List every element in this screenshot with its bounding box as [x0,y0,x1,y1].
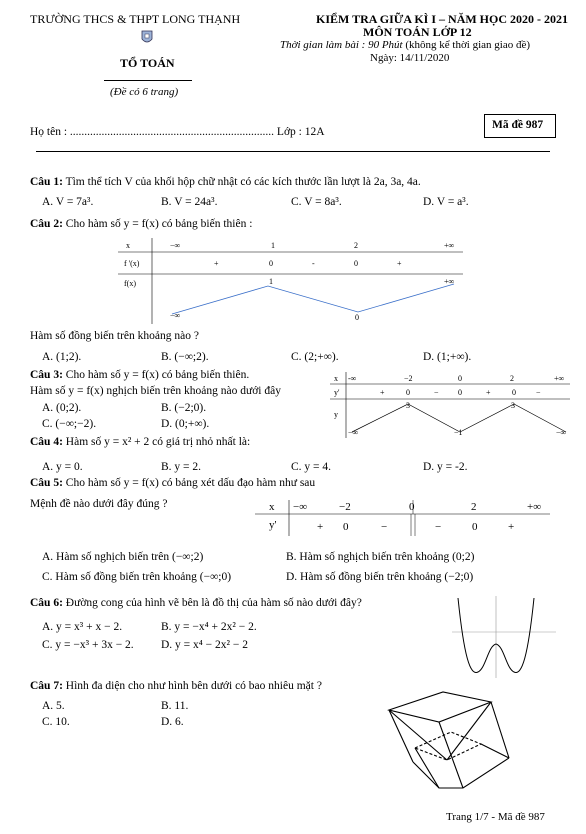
q2-f-min: 0 [355,313,359,322]
q3-row-x: x [334,374,338,383]
q3-row-yp: y' [334,388,340,397]
q5-sign-1: + [317,521,324,533]
q5-x-0: 0 [409,501,415,513]
q5-row-x: x [269,501,275,513]
q2-option-c[interactable]: C. (2;+∞). [291,351,339,363]
q3-sign-2: − [434,388,439,397]
q2-x-pos-inf: +∞ [444,241,455,250]
exam-time: Thời gian làm bài : 90 Phút (không kể thời gian giao đề) [280,39,531,51]
q5-question: Mệnh đề nào dưới đây đúng ? [30,498,168,510]
q6-text: Câu 6: Đường cong của hình vẽ bên là đồ thị của hàm số nào dưới đây? [30,597,362,609]
q2-f-pos-inf: +∞ [444,277,455,286]
q7-option-a[interactable]: A. 5. [42,700,65,712]
q3-option-d[interactable]: D. (0;+∞). [161,418,210,430]
q5-sign-table [255,500,555,536]
exam-code: Mã đề 987 [492,119,544,131]
q2-option-a[interactable]: A. (1;2). [42,351,82,363]
q2-row-x: x [126,241,130,250]
q1-text: Câu 1: Tìm thể tích V của khối hộp chữ nhật có các kích thước lần lượt là 2a, 3a, 4a. [30,176,421,188]
q3-x-pos-inf: +∞ [554,374,565,383]
q7-option-d[interactable]: D. 6. [161,716,184,728]
q6-function-graph [452,596,556,678]
exam-date: Ngày: 14/11/2020 [370,52,450,64]
department: TỔ TOÁN [120,56,175,70]
q4-option-c[interactable]: C. y = 4. [291,461,332,473]
q7-polyhedron-figure [385,688,525,796]
q5-option-d[interactable]: D. Hàm số đồng biến trên khoảng (−2;0) [286,571,474,583]
q1-option-a[interactable]: A. V = 7a³. [42,196,94,208]
q4-option-a[interactable]: A. y = 0. [42,461,83,473]
exam-title: KIỂM TRA GIỮA KÌ I – NĂM HỌC 2020 - 2021 [316,12,569,26]
q3-y-min: −1 [454,428,463,437]
q2-option-d[interactable]: D. (1;+∞). [423,351,472,363]
q2-x-neg-inf: −∞ [170,241,181,250]
q3-y-neg-inf-left: −∞ [348,428,359,437]
q2-question: Hàm số đồng biến trên khoảng nào ? [30,330,199,342]
q4-option-b[interactable]: B. y = 2. [161,461,202,473]
name-divider [36,151,550,152]
q3-x-0: 0 [458,374,462,383]
q5-sign-2: − [381,521,388,533]
school-logo-icon [140,30,154,46]
q2-text: Câu 2: Cho hàm số y = f(x) có bảng biến thiên : [30,218,253,230]
q3-y-max-1: 3 [406,401,410,410]
q2-x-2: 2 [354,241,358,250]
q6-option-a[interactable]: A. y = x³ + x − 2. [42,621,123,633]
q2-option-b[interactable]: B. (−∞;2). [161,351,209,363]
exam-subject: MÔN TOÁN LỚP 12 [363,25,472,39]
q2-sign-2: - [312,259,315,268]
q3-y-neg-inf-right: −∞ [556,428,567,437]
q4-option-d[interactable]: D. y = -2. [423,461,468,473]
q3-sign-3: + [486,388,491,397]
q3-variation-table [330,372,570,438]
q3-x-m2: −2 [404,374,413,383]
q1-option-c[interactable]: C. V = 8a³. [291,196,342,208]
page-count: (Đề có 6 trang) [110,86,179,98]
q1-option-b[interactable]: B. V = 24a³. [161,196,218,208]
student-name-line: Họ tên : ....................................................................... Lớp : 12A [30,126,325,138]
q2-zero-1: 0 [269,259,273,268]
q2-sign-3: + [397,259,402,268]
q5-zero-1: 0 [343,521,349,533]
q2-row-f: f(x) [124,279,136,288]
q7-option-c[interactable]: C. 10. [42,716,70,728]
q6-option-b[interactable]: B. y = −x⁴ + 2x² − 2. [161,621,257,633]
q5-option-a[interactable]: A. Hàm số nghịch biến trên (−∞;2) [42,551,204,563]
q3-x-neg-inf: -∞ [348,374,357,383]
q7-option-b[interactable]: B. 11. [161,700,189,712]
q2-x-1: 1 [271,241,275,250]
q4-text: Câu 4: Hàm số y = x² + 2 có giá trị nhỏ nhất là: [30,436,251,448]
q3-text2: Hàm số y = f(x) nghịch biến trên khoảng nào dưới đây [30,385,281,397]
page-footer: Trang 1/7 - Mã đề 987 [446,811,545,823]
q3-x-2: 2 [510,374,514,383]
q2-variation-table [118,238,468,324]
q3-sign-4: − [536,388,541,397]
q3-option-c[interactable]: C. (−∞;−2). [42,418,97,430]
q3-y-max-2: 3 [511,401,515,410]
q5-sign-3: − [435,521,442,533]
q5-x-m2: −2 [339,501,351,513]
q5-x-2: 2 [471,501,477,513]
q2-f-neg-inf: −∞ [170,311,181,320]
q5-option-b[interactable]: B. Hàm số nghịch biến trên khoảng (0;2) [286,551,475,563]
q3-row-y: y [334,410,338,419]
q3-sign-1: + [380,388,385,397]
q6-option-c[interactable]: C. y = −x³ + 3x − 2. [42,639,134,651]
q5-zero-2: 0 [472,521,478,533]
q3-zero-2: 0 [458,388,462,397]
q3-zero-3: 0 [512,388,516,397]
header-divider [104,80,192,81]
q3-zero-1: 0 [406,388,410,397]
q2-row-fp: f '(x) [124,259,140,268]
q2-sign-1: + [214,259,219,268]
q5-text: Câu 5: Cho hàm số y = f(x) có bảng xét dấu đạo hàm như sau [30,477,316,489]
q5-option-c[interactable]: C. Hàm số đồng biến trên khoảng (−∞;0) [42,571,232,583]
q3-option-b[interactable]: B. (−2;0). [161,402,207,414]
q6-option-d[interactable]: D. y = x⁴ − 2x² − 2 [161,639,248,651]
q7-text: Câu 7: Hình đa diện cho như hình bên dưới có bao nhiêu mặt ? [30,680,322,692]
q1-option-d[interactable]: D. V = a³. [423,196,469,208]
q2-f-max: 1 [269,277,273,286]
q2-zero-2: 0 [354,259,358,268]
q3-text: Câu 3: Cho hàm số y = f(x) có bảng biến thiên. [30,369,250,381]
q5-sign-4: + [508,521,515,533]
q5-row-yp: y' [269,519,277,531]
q5-x-pos-inf: +∞ [527,501,542,513]
q5-x-neg-inf: −∞ [293,501,308,513]
q3-option-a[interactable]: A. (0;2). [42,402,82,414]
school-name: TRƯỜNG THCS & THPT LONG THẠNH [30,12,241,26]
